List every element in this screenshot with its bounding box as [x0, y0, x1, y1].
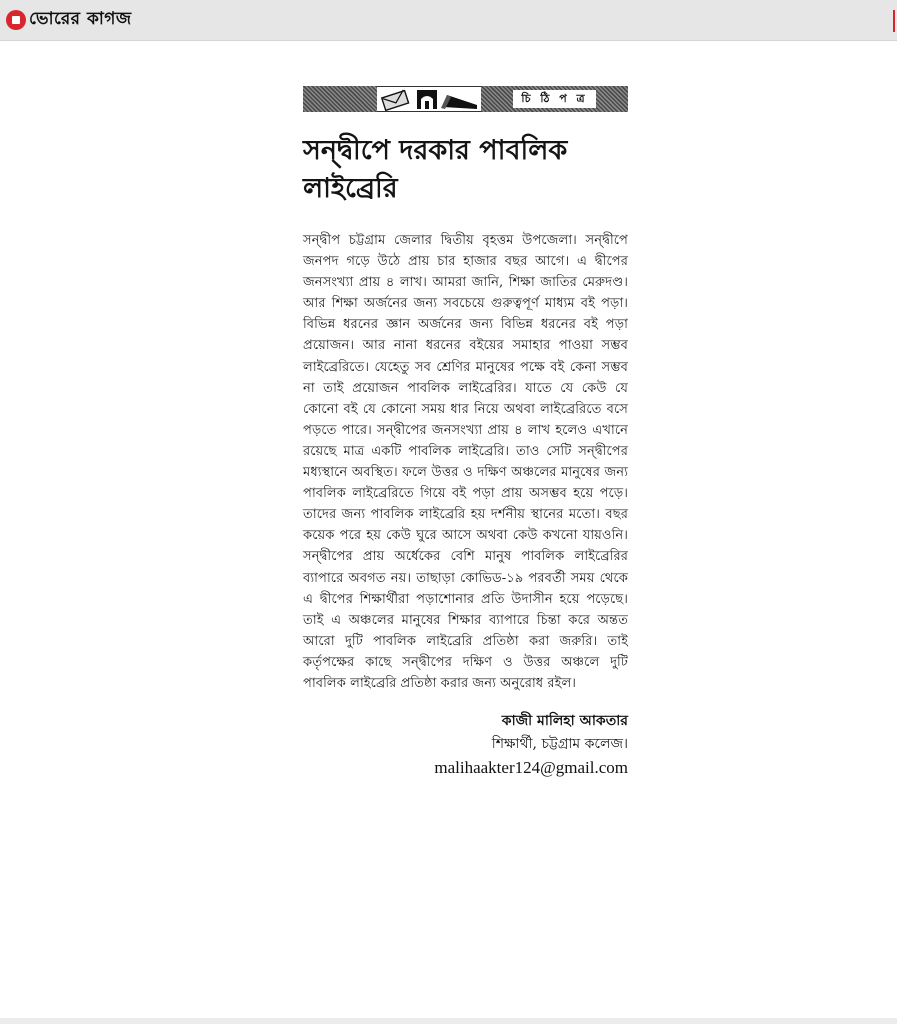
section-label: চি ঠি প ত্র [521, 91, 588, 105]
author-email[interactable]: malihaakter124@gmail.com [434, 758, 628, 778]
envelope-icon [382, 90, 409, 110]
banner-hatch-right [481, 86, 628, 112]
article-headline: সন্দ্বীপে দরকার পাবলিক লাইব্রেরি [303, 135, 568, 204]
letter-opener-icon [441, 95, 477, 109]
scroll-marker [893, 10, 895, 32]
author-role: শিক্ষার্থী, চট্টগ্রাম কলেজ। [491, 736, 628, 753]
banner-icon-strip [377, 86, 481, 112]
author-signature [303, 710, 628, 779]
author-name: কাজী মালিহা আকতার [501, 713, 628, 730]
banner-hatch-left [303, 86, 377, 112]
banner-icons-svg [377, 87, 481, 111]
bottom-rule [0, 1018, 897, 1024]
mailbox-icon [417, 90, 437, 109]
brand-name: ভোরের কাগজ [29, 9, 132, 29]
article-clipping [303, 86, 628, 779]
top-bar [0, 0, 897, 41]
section-banner [303, 86, 628, 112]
brand-badge-icon [6, 10, 26, 30]
article-body: সন্দ্বীপ চট্টগ্রাম জেলার দ্বিতীয় বৃহত্তম উপজেলা। সন্দ্বীপে জনপদ গড়ে উঠে প্রায় চার হাজার বছর আগে। এ দ্বীপের জনসংখ্যা প্রায় ৪ লাখ। আমরা জানি, শিক্ষা জাতির মেরুদণ্ড। আর শিক্ষা অর্জনের জন্য সবচেয়ে গুরুত্বপূর্ণ মাধ্যম বই পড়া। বিভিন্ন ধরনের জ্ঞান অর্জনের জন্য বিভিন্ন ধরনের বই পড়া প্রয়োজন। আর নানা ধরনের বইয়ের সমাহার পাওয়া সম্ভব লাইব্রেরিতে। যেহেতু সব শ্রেণির মানুষের পক্ষে বই কেনা সম্ভব না তাই প্রয়োজন পাবলিক লাইব্রেরির। যাতে যে কেউ যে কোনো বই যে কোনো সময় ধার নিয়ে অথবা লাইব্রেরিতে বসে পড়তে পারে। সন্দ্বীপের জনসংখ্যা প্রায় ৪ লাখ হলেও এখানে রয়েছে মাত্র একটি পাবলিক লাইব্রেরি। তাও সেটি সন্দ্বীপের মধ্যস্থানে অবস্থিত। ফলে উত্তর ও দক্ষিণ অঞ্চলের মানুষের জন্য পাবলিক লাইব্রেরিতে গিয়ে বই পড়া প্রায় অসম্ভব হয়ে পড়ে। তাদের জন্য পাবলিক লাইব্রেরি হয় দর্শনীয় স্থানের মতো। বছর কয়েক পরে হয় কেউ ঘুরে আসে অথবা কেউ কখনো যায়ওনি। সন্দ্বীপের প্রায় অর্ধেকের বেশি মানুষ পাবলিক লাইব্রেরির ব্যাপারে অবগত নয়। তাছাড়া কোভিড-১৯ পরবর্তী সময় থেকে এ দ্বীপের শিক্ষার্থীরা পড়াশোনার প্রতি উদাসীন হয়ে পড়েছে। তাই এ অঞ্চলের মানুষের শিক্ষার ব্যাপারে চিন্তা করে অন্তত আরো দুটি পাবলিক লাইব্রেরি প্রতিষ্ঠা করা জরুরি। তাই কর্তৃপক্ষের কাছে সন্দ্বীপের দক্ষিণ ও উত্তর অঞ্চলে দুটি পাবলিক লাইব্রেরি প্রতিষ্ঠা করার জন্য অনুরোধ রইল। [303, 233, 628, 691]
brand-logo[interactable] [6, 8, 132, 32]
section-label-box [513, 90, 595, 108]
